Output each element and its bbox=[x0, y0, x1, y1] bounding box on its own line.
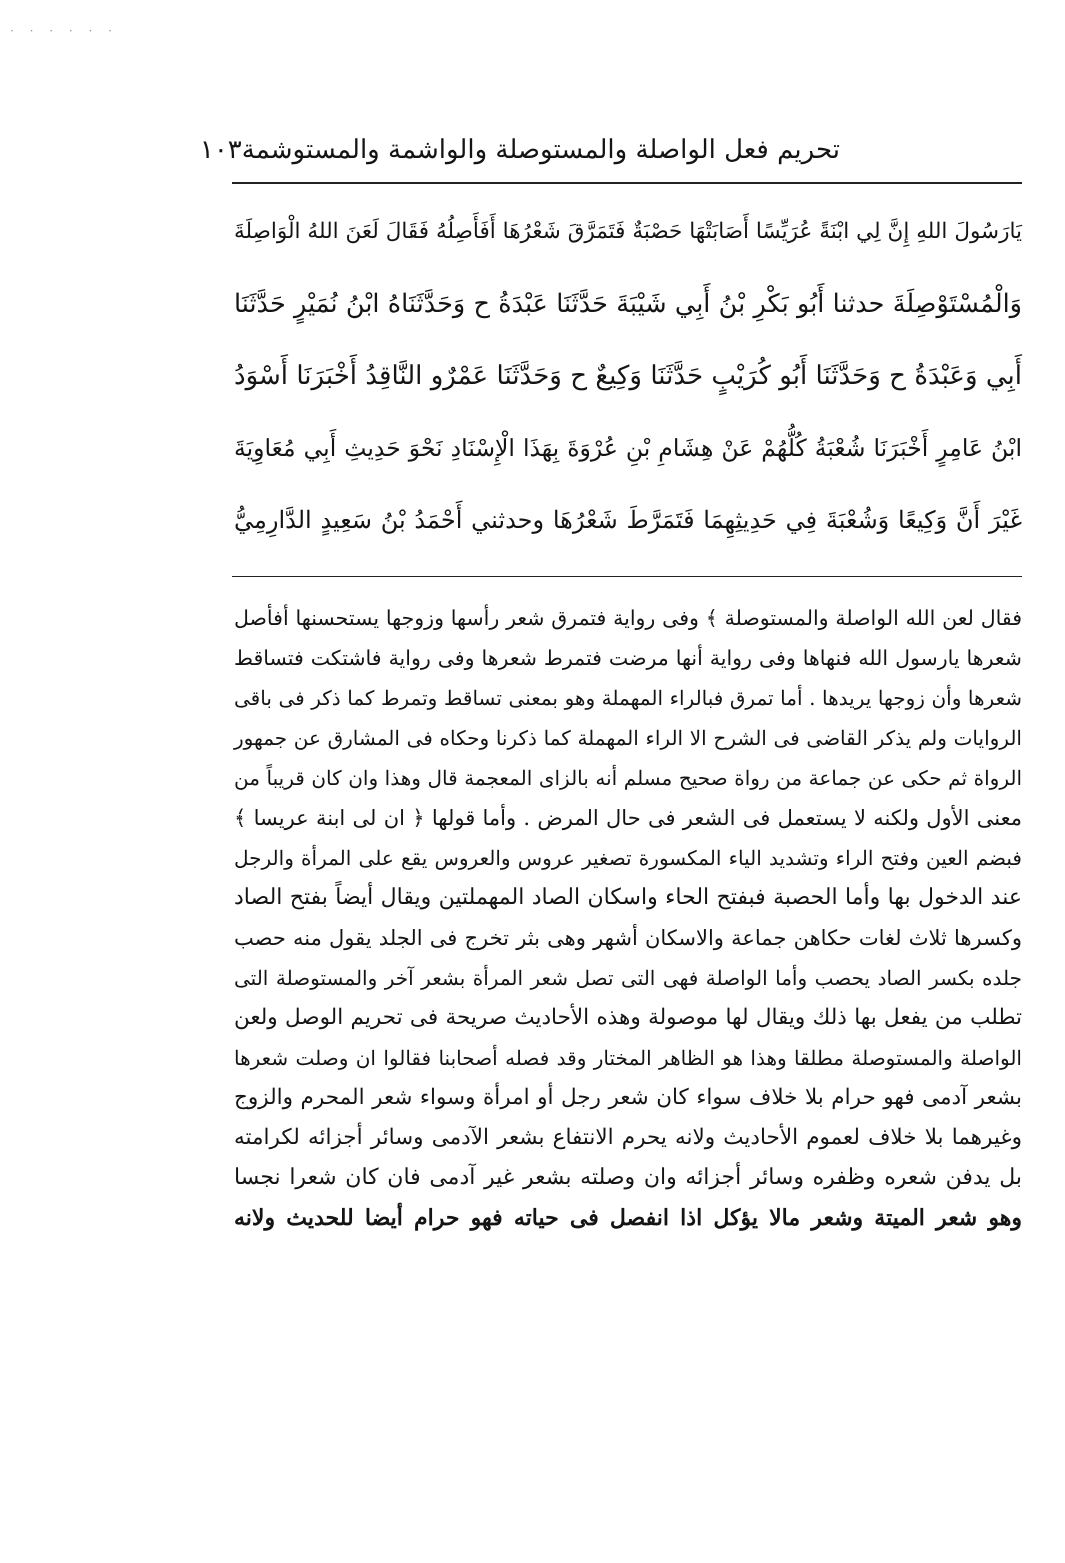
commentary-line: الواصلة والمستوصلة مطلقا وهذا هو الظاهر المختار وقد فصله أصحابنا فقالوا ان وصلت شعرها bbox=[234, 1046, 1022, 1070]
commentary-line: بل يدفن شعره وظفره وسائر أجزائه وان وصلته بشعر غير آدمى فان كان شعرا نجسا bbox=[234, 1165, 1022, 1190]
commentary-line: وهو شعر الميتة وشعر مالا يؤكل اذا انفصل فى حياته فهو حرام أيضا للحديث ولانه bbox=[234, 1205, 1022, 1231]
commentary-divider bbox=[232, 576, 1022, 577]
hadith-line: ابْنُ عَامِرٍ أَخْبَرَنَا شُعْبَةُ كُلُّهُمْ عَنْ هِشَامِ بْنِ عُرْوَةَ بِهَذَا الْإِسْنَادِ نَحْوَ حَدِيثِ أَبِي مُعَاوِيَةَ bbox=[234, 434, 1022, 462]
hadith-text bbox=[234, 196, 1022, 556]
commentary-line: جلده بكسر الصاد يحصب وأما الواصلة فهى التى تصل شعر المرأة بشعر آخر والمستوصلة التى bbox=[234, 966, 1022, 990]
commentary-line: وكسرها ثلاث لغات حكاهن جماعة والاسكان أشهر وهى بثر تخرج فى الجلد يقول منه حصب bbox=[234, 926, 1022, 950]
commentary-line: عند الدخول بها وأما الحصبة فبفتح الحاء واسكان الصاد المهملتين ويقال أيضاً بفتح الصاد bbox=[234, 885, 1022, 910]
commentary-line: شعرها يارسول الله فنهاها وفى رواية أنها مرضت فتمرط شعرها وفى رواية فاشتكت فتساقط bbox=[234, 646, 1022, 670]
commentary-line: الرواة ثم حكى عن جماعة من رواة صحيح مسلم أنه بالزاى المعجمة قال وهذا وان كان قريباً من bbox=[234, 766, 1022, 790]
page-header bbox=[199, 128, 840, 172]
hadith-line: وَالْمُسْتَوْصِلَةَ حدثنا أَبُو بَكْرِ بْنُ أَبِي شَيْبَةَ حَدَّثَنَا عَبْدَةُ ح وَحَدَّثَنَاهُ ابْنُ نُمَيْرٍ حَدَّثَنَا bbox=[234, 289, 1022, 319]
commentary-line: الروايات ولم يذكر القاضى فى الشرح الا الراء المهملة كما ذكرنا وحكاه فى المشارق عن جمهور bbox=[234, 726, 1022, 750]
commentary-line: فبضم العين وفتح الراء وتشديد الياء المكسورة تصغير عروس والعروس يقع على المرأة والرجل bbox=[234, 846, 1022, 870]
running-title: تحريم فعل الواصلة والمستوصلة والواشمة والمستوشمة bbox=[241, 135, 840, 165]
commentary-line: معنى الأول ولكنه لا يستعمل فى الشعر فى حال المرض . وأما قولها ﴿ ان لى ابنة عريسا ﴾ bbox=[234, 806, 1022, 830]
hadith-line: غَيْرَ أَنَّ وَكِيعًا وَشُعْبَةَ فِي حَدِيثِهِمَا فَتَمَرَّطَ شَعْرُهَا وحدثني أَحْمَدُ بْنُ سَعِيدٍ الدَّارِمِيُّ bbox=[234, 506, 1022, 534]
header-rule bbox=[232, 182, 1022, 184]
commentary-text bbox=[234, 598, 1022, 1238]
commentary-line: بشعر آدمى فهو حرام بلا خلاف سواء كان شعر رجل أو امرأة وسواء شعر المحرم والزوج bbox=[234, 1085, 1022, 1110]
hadith-line: يَارَسُولَ اللهِ إِنَّ لِي ابْنَةً عُرَيِّسًا أَصَابَتْهَا حَصْبَةٌ فَتَمَرَّقَ شَعْرُهَا أَفَأَصِلُهُ فَقَالَ لَعَنَ اللهُ الْوَاصِلَةَ bbox=[234, 219, 1022, 244]
commentary-line: شعرها وأن زوجها يريدها . أما تمرق فبالراء المهملة وهو بمعنى تساقط وتمرط كما ذكر فى باقى bbox=[234, 686, 1022, 710]
commentary-line: تطلب من يفعل بها ذلك ويقال لها موصولة وهذه الأحاديث صريحة فى تحريم الوصل ولعن bbox=[234, 1005, 1022, 1030]
page-number: ١٠٣ bbox=[199, 135, 242, 165]
scan-corner-marks: · · · · · · bbox=[10, 24, 118, 38]
commentary-line: وغيرهما بلا خلاف لعموم الأحاديث ولانه يحرم الانتفاع بشعر الآدمى وسائر أجزائه لكرامته bbox=[234, 1125, 1022, 1150]
hadith-line: أَبِي وَعَبْدَةُ ح وَحَدَّثَنَا أَبُو كُرَيْبٍ حَدَّثَنَا وَكِيعٌ ح وَحَدَّثَنَا عَمْرٌو النَّاقِدُ أَخْبَرَنَا أَسْوَدُ bbox=[234, 361, 1022, 391]
commentary-line: فقال لعن الله الواصلة والمستوصلة ﴾ وفى رواية فتمرق شعر رأسها وزوجها يستحسنها أفأصل bbox=[234, 606, 1022, 630]
